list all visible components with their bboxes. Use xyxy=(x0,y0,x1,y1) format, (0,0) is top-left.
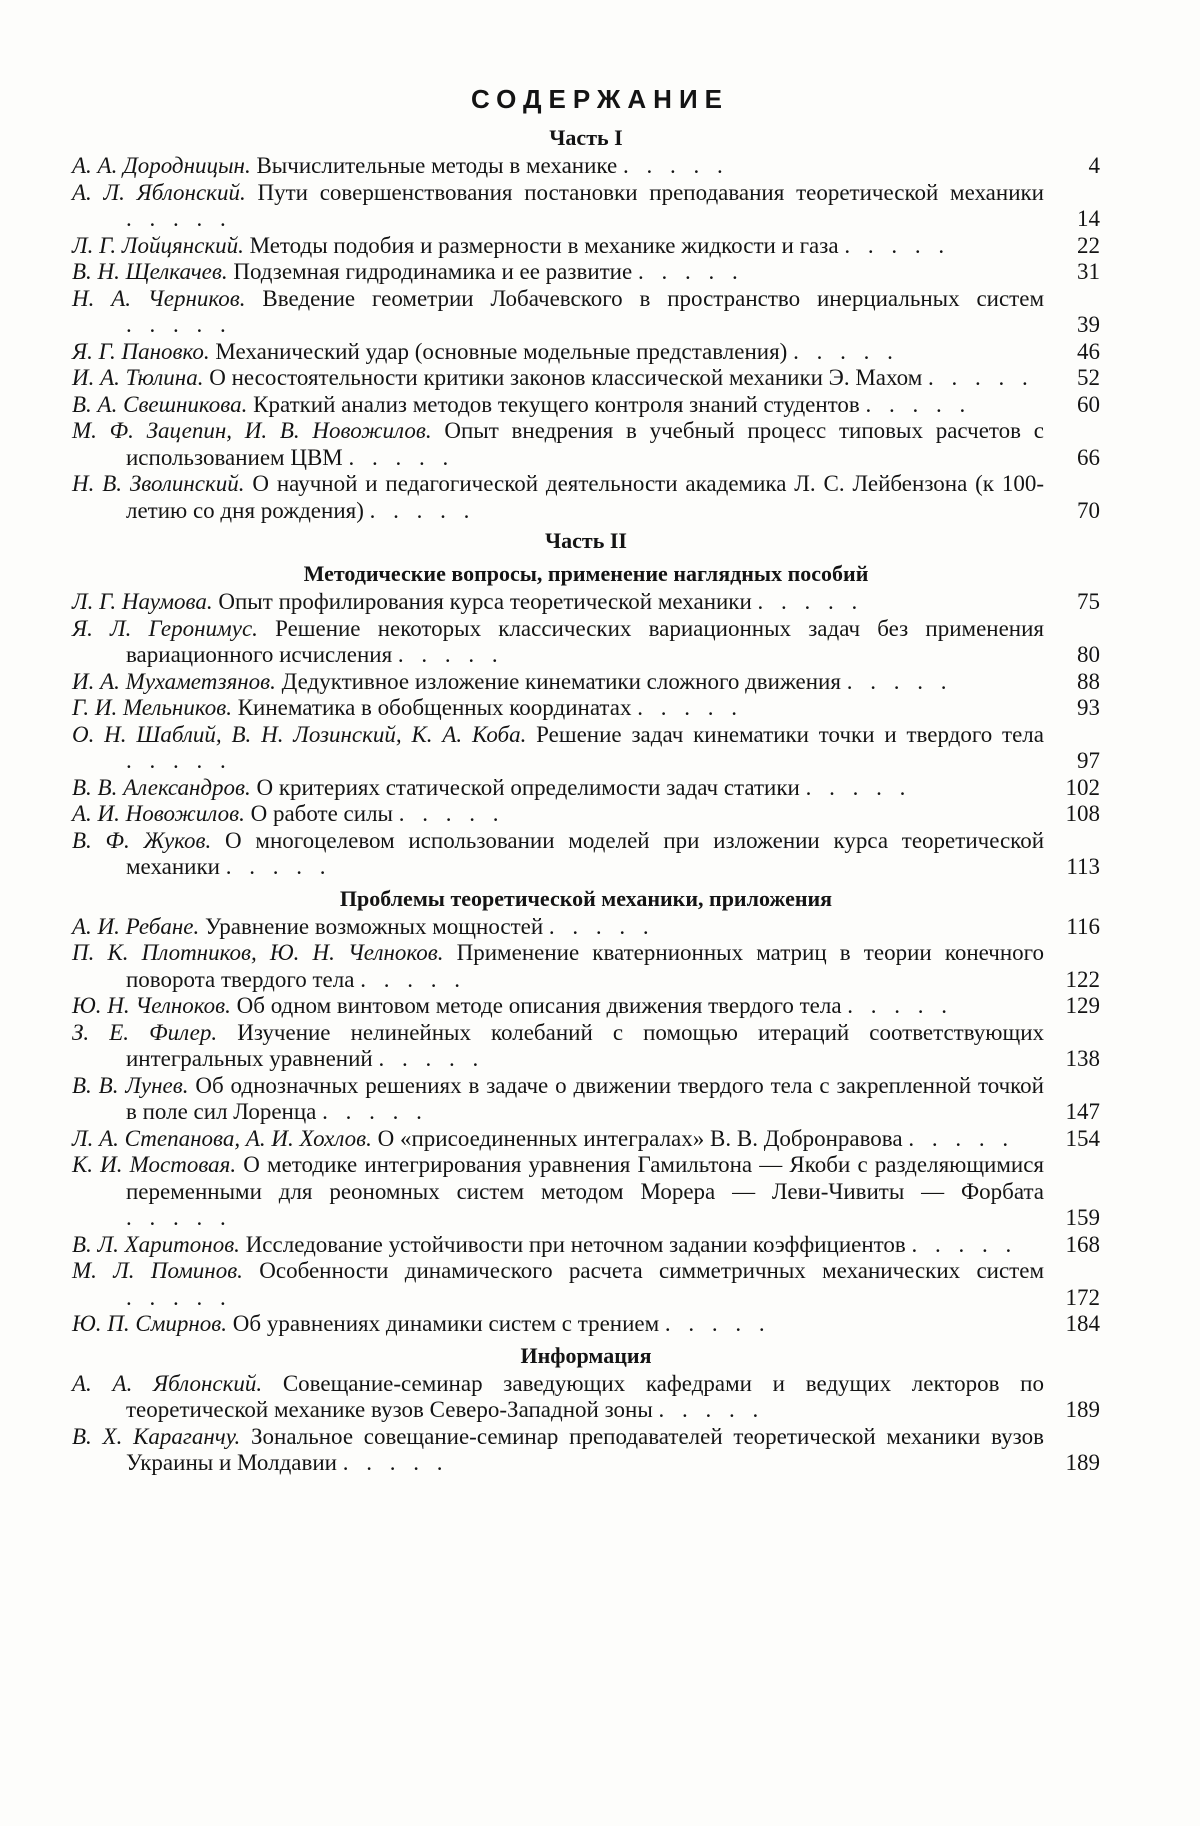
entry-body xyxy=(72,940,1044,993)
entry-body xyxy=(72,1258,1044,1311)
section-heading: Методические вопросы, применение наглядных пособий xyxy=(303,561,869,586)
toc-entry[interactable] xyxy=(72,993,1100,1020)
entry-page-number: 31 xyxy=(1077,259,1100,284)
toc-entry[interactable] xyxy=(72,669,1100,696)
entry-title: О научной и педагогической деятельности академика Л. С. Лейбензона (к 100-летию со дня рождения) xyxy=(126,471,1045,523)
table-of-contents xyxy=(72,123,1100,1477)
entry-page-number: 46 xyxy=(1077,338,1100,364)
dot-leader: . . . . . xyxy=(865,391,972,417)
toc-entry[interactable] xyxy=(72,418,1100,471)
dot-leader: . . . . . xyxy=(911,1231,1018,1257)
dot-leader: . . . . . xyxy=(126,1205,232,1230)
entry-title: Об уравнениях динамики систем с трением xyxy=(227,1311,665,1336)
entry-author: О. Н. Шаблий, В. Н. Лозинский, К. А. Коба. xyxy=(72,721,527,747)
toc-entry[interactable] xyxy=(72,180,1100,233)
dot-leader: . . . . . xyxy=(846,668,953,694)
entry-title: Введение геометрии Лобачевского в пространство инерциальных систем xyxy=(245,285,1044,311)
entry-page-number: 80 xyxy=(1077,642,1100,667)
section-heading: Информация xyxy=(520,1342,652,1368)
entry-body xyxy=(72,392,1044,419)
entry-body xyxy=(72,1020,1044,1073)
entry-author: Ю. П. Смирнов. xyxy=(72,1311,228,1336)
entry-page-number: 184 xyxy=(1065,1311,1100,1336)
entry-body xyxy=(72,695,1044,722)
entry-author: Л. А. Степанова, А. И. Хохлов. xyxy=(72,1125,372,1151)
section-heading: Часть II xyxy=(545,528,627,553)
entry-body xyxy=(72,286,1044,339)
toc-entry[interactable] xyxy=(72,589,1100,616)
entry-title: Исследование устойчивости при неточном задании коэффициентов xyxy=(239,1231,912,1257)
toc-entry[interactable] xyxy=(72,392,1100,419)
entry-body xyxy=(72,1424,1044,1477)
dot-leader: . . . . . xyxy=(126,748,232,773)
entry-page-number: 60 xyxy=(1077,391,1100,417)
dot-leader: . . . . . xyxy=(847,993,954,1018)
entry-author: Л. Г. Лойцянский. xyxy=(72,232,244,258)
toc-entry[interactable] xyxy=(72,1152,1100,1232)
dot-leader: . . . . . xyxy=(658,1397,765,1422)
dot-leader: . . . . . xyxy=(844,232,951,258)
dot-leader: . . . . . xyxy=(664,1311,771,1336)
entry-page-number: 138 xyxy=(1065,1046,1100,1071)
dot-leader: . . . . . xyxy=(342,1450,449,1475)
entry-body xyxy=(72,914,1044,941)
entry-title: Краткий анализ методов текущего контроля знаний студентов xyxy=(247,391,866,417)
entry-author: В. Н. Щелкачев. xyxy=(72,259,228,284)
dot-leader: . . . . . xyxy=(398,801,505,826)
entry-title: Методы подобия и размерности в механике жидкости и газа xyxy=(243,232,845,258)
entry-page-number: 22 xyxy=(1077,232,1100,258)
entry-body xyxy=(72,616,1044,669)
toc-entry[interactable] xyxy=(72,801,1100,828)
entry-page-number: 113 xyxy=(1066,854,1100,879)
toc-entry[interactable] xyxy=(72,153,1100,180)
entry-page-number: 97 xyxy=(1077,748,1100,773)
entry-body xyxy=(72,828,1044,881)
entry-title: Применение кватернионных матриц в теории конечного поворота твердого тела xyxy=(126,940,1045,992)
entry-author: А. И. Ребане. xyxy=(72,913,200,939)
page-title: СОДЕРЖАНИЕ xyxy=(471,84,729,114)
entry-author: Л. Г. Наумова. xyxy=(72,589,213,614)
entry-page-number: 88 xyxy=(1077,668,1100,694)
toc-entry[interactable] xyxy=(72,775,1100,802)
entry-title: Пути совершенствования постановки преподавания теоретической механики xyxy=(245,179,1044,205)
section-heading: Часть I xyxy=(549,125,623,150)
entry-body xyxy=(72,722,1044,775)
toc-entry[interactable] xyxy=(72,339,1100,366)
entry-body xyxy=(72,1073,1044,1126)
entry-author: В. В. Лунев. xyxy=(72,1072,189,1098)
toc-entry[interactable] xyxy=(72,259,1100,286)
entry-title: О многоцелевом использовании моделей при изложении курса теоретической механики xyxy=(126,827,1045,879)
entry-body xyxy=(72,1152,1044,1232)
toc-entry[interactable] xyxy=(72,471,1100,524)
dot-leader: . . . . . xyxy=(637,259,744,284)
entry-author: Ю. Н. Челноков. xyxy=(72,993,231,1018)
entry-title: О методике интегрирования уравнения Гамильтона — Якоби с разделяющимися переменными для реономных систем методом Морера — Леви-Чивиты — Форбата xyxy=(126,1152,1044,1204)
entry-title: Особенности динамического расчета симметричных механических систем xyxy=(242,1258,1044,1283)
entry-title: Вычислительные методы в механике xyxy=(250,153,623,178)
entry-body xyxy=(72,339,1044,366)
entry-body xyxy=(72,365,1044,392)
entry-page-number: 172 xyxy=(1065,1284,1100,1310)
entry-list xyxy=(72,1371,1100,1477)
entry-author: В. Ф. Жуков. xyxy=(72,827,212,853)
entry-author: А. А. Дородницын. xyxy=(72,153,251,178)
toc-entry[interactable] xyxy=(72,722,1100,775)
toc-entry[interactable] xyxy=(72,1073,1100,1126)
entry-body xyxy=(72,1311,1044,1338)
entry-title: Решение некоторых классических вариационных задач без применения вариационного исчисления xyxy=(126,615,1044,667)
dot-leader: . . . . . xyxy=(126,312,232,337)
entry-author: Н. В. Зволинский. xyxy=(72,471,245,496)
entry-page-number: 168 xyxy=(1065,1231,1100,1257)
entry-author: А. И. Новожилов. xyxy=(72,801,245,826)
entry-title: Об одном винтовом методе описания движения твердого тела xyxy=(230,993,848,1018)
entry-body xyxy=(72,259,1044,286)
dot-leader: . . . . . xyxy=(378,1046,485,1071)
entry-body xyxy=(72,589,1044,616)
dot-leader: . . . . . xyxy=(928,365,1034,390)
toc-entry[interactable] xyxy=(72,1020,1100,1073)
entry-author: Г. И. Мельников. xyxy=(72,695,232,720)
entry-author: Я. Г. Пановко. xyxy=(72,338,210,364)
dot-leader: . . . . . xyxy=(623,153,729,178)
toc-entry[interactable] xyxy=(72,286,1100,339)
entry-body xyxy=(72,1371,1044,1424)
entry-body xyxy=(72,471,1044,524)
section-heading: Проблемы теоретической механики, приложения xyxy=(339,885,833,911)
toc-entry[interactable] xyxy=(72,1311,1100,1338)
dot-leader: . . . . . xyxy=(225,854,332,879)
entry-title: О «присоединенных интегралах» В. В. Добронравова xyxy=(371,1125,909,1151)
entry-page-number: 189 xyxy=(1065,1397,1100,1422)
dot-leader: . . . . . xyxy=(757,589,864,614)
toc-entry[interactable] xyxy=(72,914,1100,941)
entry-body xyxy=(72,1232,1044,1259)
dot-leader: . . . . . xyxy=(369,497,476,523)
entry-page-number: 52 xyxy=(1077,365,1100,390)
toc-entry[interactable] xyxy=(72,695,1100,722)
entry-page-number: 4 xyxy=(1088,153,1100,178)
entry-page-number: 108 xyxy=(1065,801,1100,826)
entry-author: В. А. Свешникова. xyxy=(72,391,248,417)
dot-leader: . . . . . xyxy=(126,206,232,231)
entry-author: В. Х. Караганчу. xyxy=(72,1423,241,1449)
entry-page-number: 70 xyxy=(1077,497,1100,523)
entry-author: А. Л. Яблонский. xyxy=(72,179,246,205)
entry-page-number: 39 xyxy=(1077,312,1100,337)
toc-entry[interactable] xyxy=(72,233,1100,260)
entry-title: Механический удар (основные модельные представления) xyxy=(209,338,794,364)
entry-page-number: 159 xyxy=(1065,1205,1100,1230)
entry-author: П. К. Плотников, Ю. Н. Челноков. xyxy=(72,940,444,965)
entry-author: М. Ф. Зацепин, И. В. Новожилов. xyxy=(72,418,432,443)
entry-body xyxy=(72,153,1044,180)
entry-title: Опыт профилирования курса теоретической механики xyxy=(212,589,758,614)
entry-title: О критериях статической определимости задач статики xyxy=(250,774,806,800)
toc-entry[interactable] xyxy=(72,365,1100,392)
toc-entry[interactable] xyxy=(72,1258,1100,1311)
dot-leader: . . . . . xyxy=(397,642,504,667)
entry-page-number: 93 xyxy=(1077,695,1100,720)
entry-title: Совещание-семинар заведующих кафедрами и ведущих лекторов по теоретической механике вузов Северо-Западной зоны xyxy=(126,1370,1044,1422)
entry-title: Подземная гидродинамика и ее развитие xyxy=(227,259,638,284)
entry-author: В. В. Александров. xyxy=(72,774,251,800)
dot-leader: . . . . . xyxy=(348,444,455,470)
dot-leader: . . . . . xyxy=(793,338,899,364)
entry-list xyxy=(72,914,1100,1338)
entry-page-number: 14 xyxy=(1077,206,1100,231)
dot-leader: . . . . . xyxy=(637,695,743,720)
entry-list xyxy=(72,589,1100,881)
entry-author: И. А. Тюлина. xyxy=(72,365,204,390)
toc-entry[interactable] xyxy=(72,940,1100,993)
entry-body xyxy=(72,1126,1044,1153)
entry-page-number: 116 xyxy=(1066,913,1100,939)
toc-entry[interactable] xyxy=(72,1371,1100,1424)
toc-entry[interactable] xyxy=(72,616,1100,669)
entry-author: М. Л. Поминов. xyxy=(72,1258,243,1283)
entry-body xyxy=(72,233,1044,260)
entry-title: Уравнение возможных мощностей xyxy=(199,913,549,939)
entry-author: З. Е. Филер. xyxy=(72,1019,218,1045)
entry-page-number: 147 xyxy=(1065,1099,1100,1124)
toc-entry[interactable] xyxy=(72,1232,1100,1259)
entry-page-number: 122 xyxy=(1065,966,1100,992)
entry-title: Дедуктивное изложение кинематики сложного движения xyxy=(275,668,847,694)
dot-leader: . . . . . xyxy=(548,913,655,939)
dot-leader: . . . . . xyxy=(126,1284,232,1310)
entry-page-number: 66 xyxy=(1077,444,1100,470)
entry-author: К. И. Мостовая. xyxy=(72,1152,237,1177)
entry-body xyxy=(72,801,1044,828)
entry-page-number: 154 xyxy=(1065,1125,1100,1151)
entry-title: Зональное совещание-семинар преподавателей теоретической механики вузов Украины и Молдавии xyxy=(126,1423,1044,1475)
dot-leader: . . . . . xyxy=(322,1099,428,1124)
entry-author: В. Л. Харитонов. xyxy=(72,1231,240,1257)
entry-page-number: 129 xyxy=(1065,993,1100,1018)
entry-page-number: 75 xyxy=(1077,589,1100,614)
entry-list xyxy=(72,153,1100,524)
entry-body xyxy=(72,993,1044,1020)
entry-title: Опыт внедрения в учебный процесс типовых расчетов с использованием ЦВМ xyxy=(126,418,1044,470)
toc-entry[interactable] xyxy=(72,1424,1100,1477)
entry-author: И. А. Мухаметзянов. xyxy=(72,668,276,694)
entry-body xyxy=(72,775,1044,802)
toc-entry[interactable] xyxy=(72,1126,1100,1153)
entry-title: Изучение нелинейных колебаний с помощью итераций соответствующих интегральных уравнений xyxy=(126,1019,1045,1071)
entry-title: Об однозначных решениях в задаче о движении твердого тела с закрепленной точкой в поле сил Лоренца xyxy=(126,1072,1044,1124)
entry-page-number: 189 xyxy=(1065,1450,1100,1475)
entry-page-number: 102 xyxy=(1065,774,1100,800)
entry-title: Кинематика в обобщенных координатах xyxy=(231,695,638,720)
toc-entry[interactable] xyxy=(72,828,1100,881)
entry-title: О работе силы xyxy=(244,801,399,826)
entry-title: О несостоятельности критики законов классической механики Э. Махом xyxy=(203,365,929,390)
entry-body xyxy=(72,418,1044,471)
entry-title: Решение задач кинематики точки и твердого тела xyxy=(526,721,1044,747)
dot-leader: . . . . . xyxy=(908,1125,1015,1151)
entry-body xyxy=(72,669,1044,696)
entry-author: Н. А. Черников. xyxy=(72,285,246,311)
entry-author: А. А. Яблонский. xyxy=(72,1370,263,1396)
entry-body xyxy=(72,180,1044,233)
dot-leader: . . . . . xyxy=(360,966,466,992)
entry-author: Я. Л. Геронимус. xyxy=(72,615,258,641)
dot-leader: . . . . . xyxy=(805,774,912,800)
